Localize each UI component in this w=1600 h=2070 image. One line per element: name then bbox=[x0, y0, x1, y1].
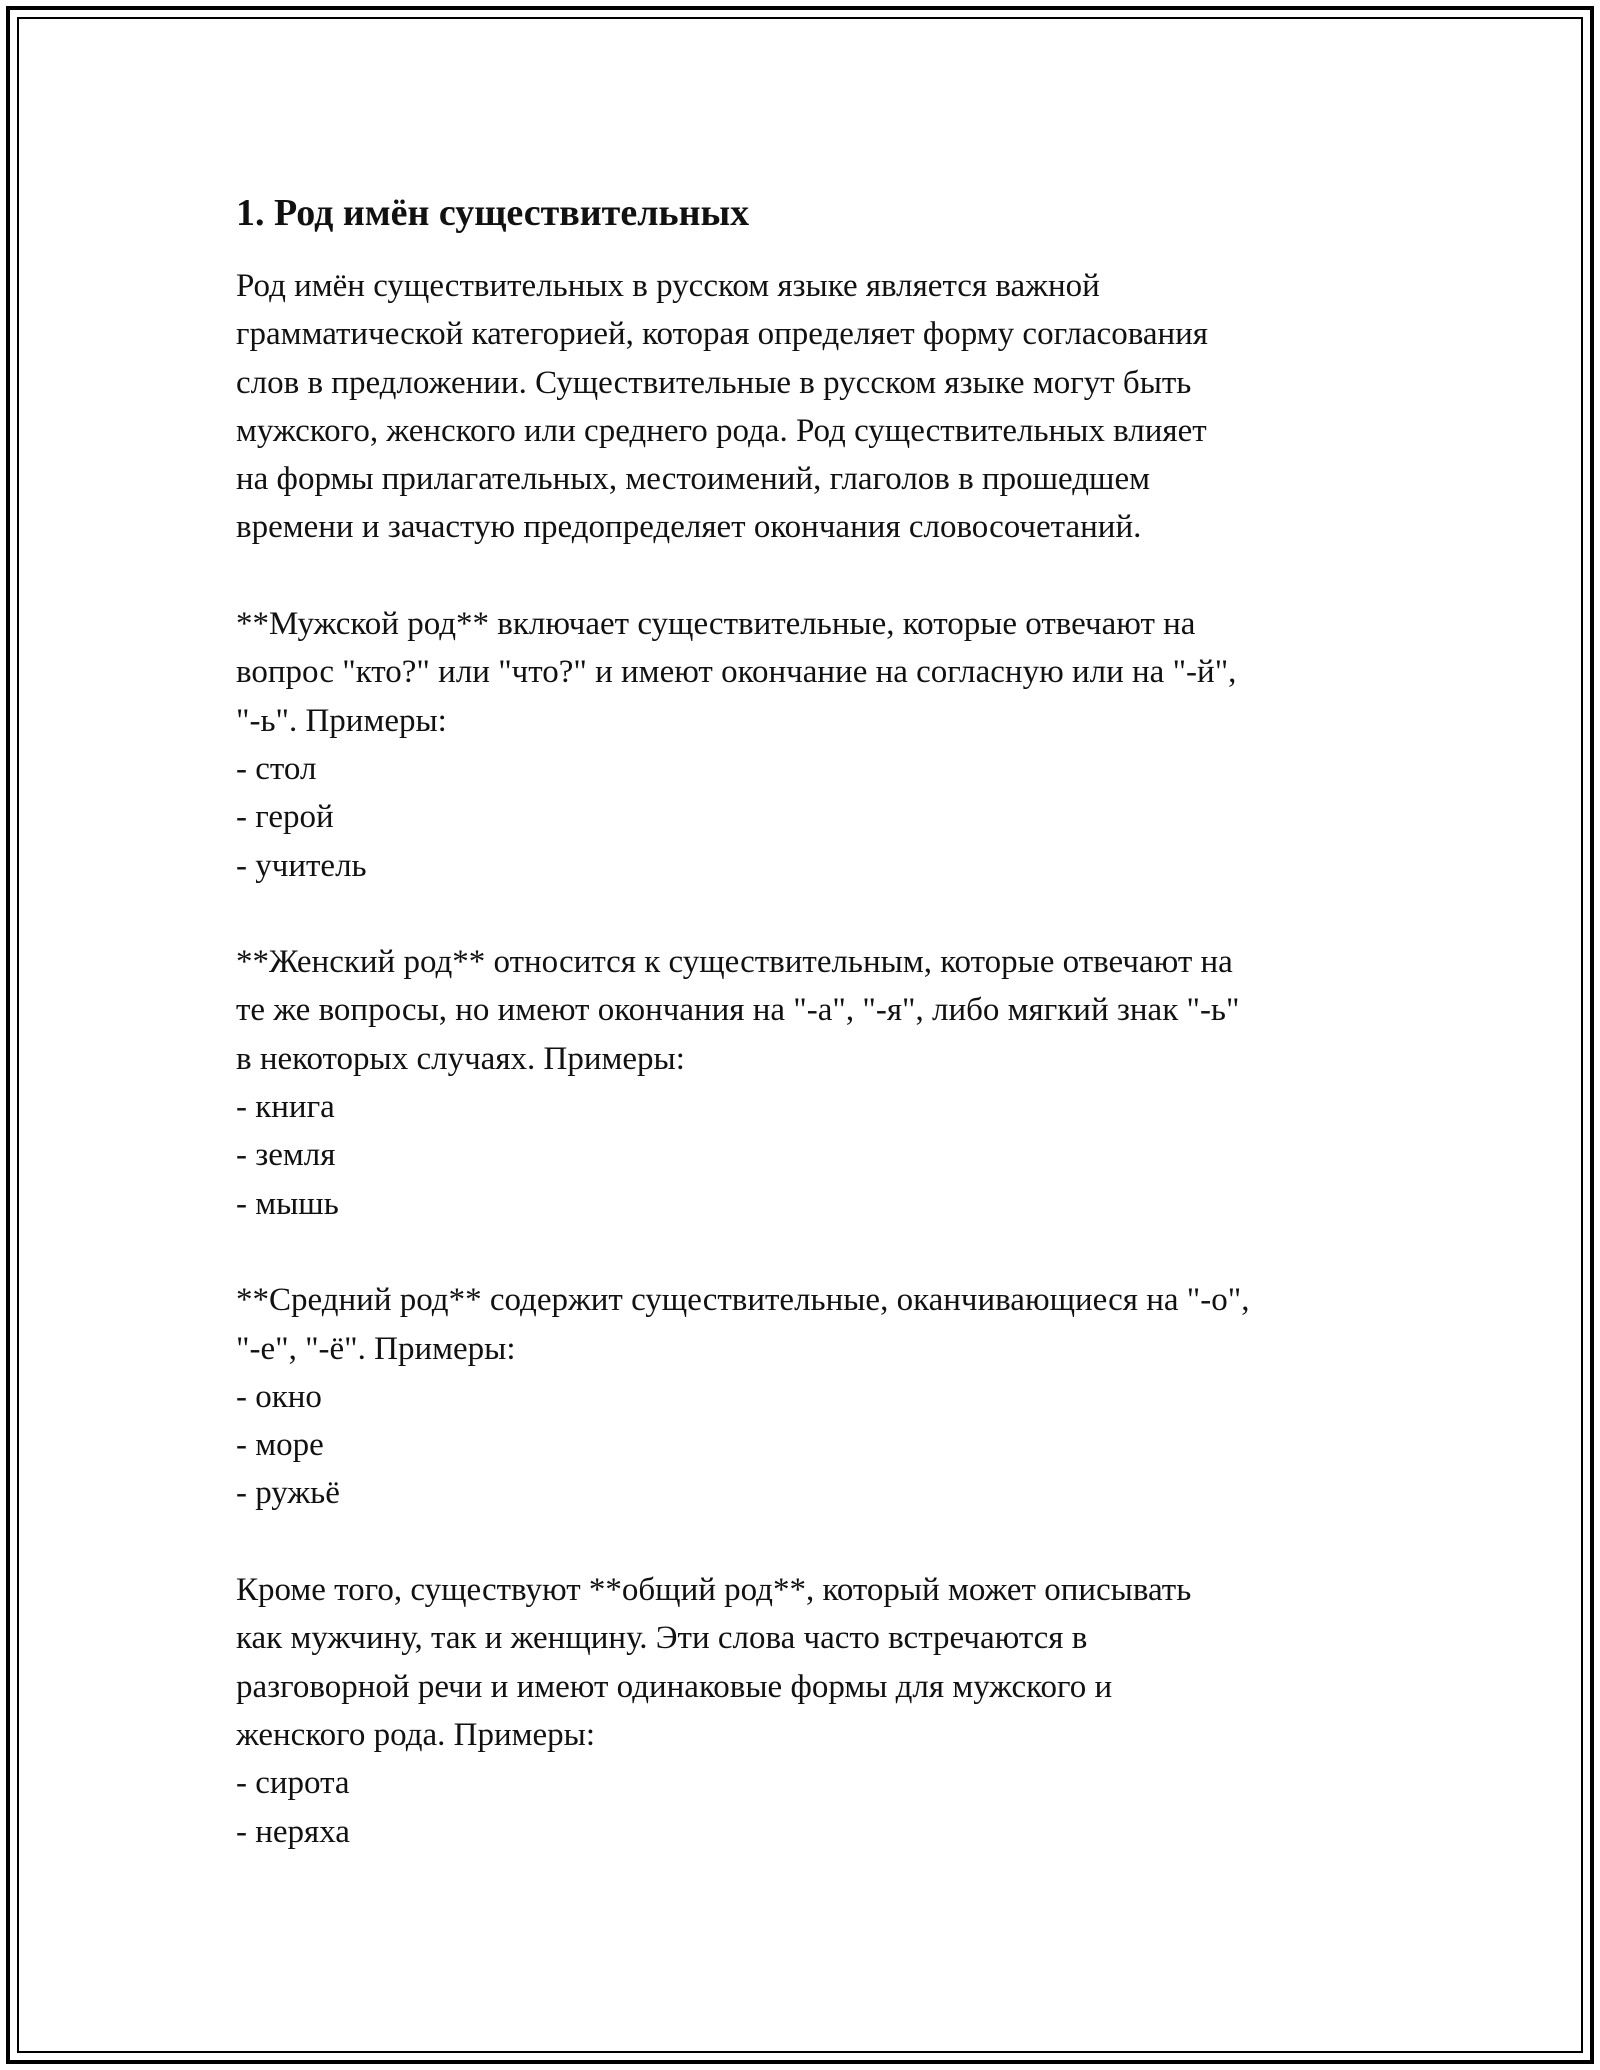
list-item: - стол bbox=[236, 750, 317, 787]
text-line: мужского, женского или среднего рода. Род существительных влияет bbox=[236, 412, 1207, 449]
text-line: **Женский род** относится к существительным, которые отвечают на bbox=[236, 944, 1233, 981]
text-line: слов в предложении. Существительные в русском языке могут быть bbox=[236, 364, 1192, 401]
text-line: Кроме того, существуют **общий род**, который может описывать bbox=[236, 1572, 1192, 1609]
text-line: женского рода. Примеры: bbox=[236, 1716, 595, 1753]
text-line: на формы прилагательных, местоимений, глаголов в прошедшем bbox=[236, 461, 1150, 498]
common-gender-paragraph bbox=[236, 1566, 1386, 1856]
text-line: как мужчину, так и женщину. Эти слова часто встречаются в bbox=[236, 1620, 1088, 1657]
list-item: - море bbox=[236, 1427, 324, 1464]
list-item: - ружьё bbox=[236, 1475, 340, 1512]
list-item: - неряха bbox=[236, 1813, 350, 1850]
text-line: разговорной речи и имеют одинаковые формы для мужского и bbox=[236, 1668, 1113, 1705]
text-line: "-е", "-ё". Примеры: bbox=[236, 1330, 516, 1367]
text-line: **Средний род** содержит существительные, оканчивающиеся на "-о", bbox=[236, 1282, 1250, 1319]
list-item: - земля bbox=[236, 1137, 336, 1174]
document-body bbox=[236, 188, 1386, 1904]
list-item: - окно bbox=[236, 1378, 322, 1415]
neuter-paragraph bbox=[236, 1276, 1386, 1517]
text-line: Род имён существительных в русском языке является важной bbox=[236, 268, 1100, 304]
feminine-paragraph bbox=[236, 938, 1386, 1228]
list-item: - книга bbox=[236, 1089, 335, 1126]
list-item: - сирота bbox=[236, 1765, 350, 1802]
text-line: те же вопросы, но имеют окончания на "-а", "-я", либо мягкий знак "-ь" bbox=[236, 992, 1240, 1029]
list-item: - герой bbox=[236, 799, 334, 836]
text-line: в некоторых случаях. Примеры: bbox=[236, 1040, 685, 1077]
masculine-paragraph bbox=[236, 600, 1386, 890]
text-line: "-ь". Примеры: bbox=[236, 702, 447, 739]
list-item: - мышь bbox=[236, 1185, 339, 1222]
section-title: 1. Род имён существительных bbox=[236, 192, 750, 234]
intro-paragraph bbox=[236, 262, 1386, 552]
text-line: времени и зачастую предопределяет окончания словосочетаний. bbox=[236, 509, 1142, 546]
text-line: вопрос "кто?" или "что?" и имеют окончание на согласную или на "-й", bbox=[236, 654, 1237, 691]
text-line: грамматической категорией, которая определяет форму согласования bbox=[236, 316, 1208, 353]
text-line: **Мужской род** включает существительные, которые отвечают на bbox=[236, 606, 1196, 643]
list-item: - учитель bbox=[236, 847, 367, 884]
